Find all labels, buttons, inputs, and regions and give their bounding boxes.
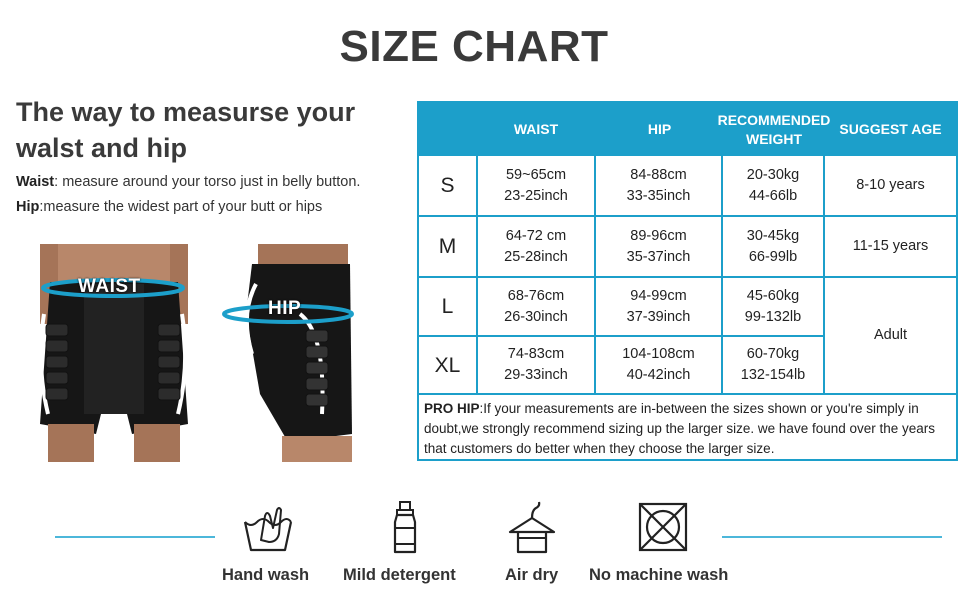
age-cell-adult: Adult xyxy=(873,327,908,343)
table-cell: 68-76cm 26-30inch xyxy=(504,287,568,325)
size-l: L xyxy=(441,295,454,318)
age-cell: 11-15 years xyxy=(852,238,929,254)
care-label-hand-wash: Hand wash xyxy=(222,566,310,584)
measure-heading: The way to measurse your walst and hip xyxy=(16,97,356,163)
table-cell: 64-72 cm 25-28inch xyxy=(504,227,568,265)
size-s: S xyxy=(440,174,455,197)
hip-tag: HIP xyxy=(268,298,302,319)
size-table xyxy=(417,101,958,461)
header-waist: WAIST xyxy=(513,121,559,137)
hip-text: :measure the widest part of your butt or hips xyxy=(39,199,323,215)
note-label: PRO HIP xyxy=(424,401,480,416)
table-cell: 59~65cm 23-25inch xyxy=(504,166,568,204)
waist-label: Waist xyxy=(16,174,55,190)
table-cell: 45-60kg 99-132lb xyxy=(744,287,802,325)
size-xl: XL xyxy=(434,353,461,377)
hand-wash-icon xyxy=(243,500,293,556)
table-cell: 30-45kg 66-99lb xyxy=(746,227,800,265)
divider-right xyxy=(722,536,942,538)
table-cell: 60-70kg 132-154lb xyxy=(740,346,806,383)
detergent-bottle-icon xyxy=(392,500,418,556)
table-cell: 20-30kg 44-66lb xyxy=(746,166,800,204)
no-machine-wash-icon xyxy=(638,500,688,552)
header-hip: HIP xyxy=(647,121,672,137)
care-label-no-machine-wash: No machine wash xyxy=(589,566,729,584)
hip-instruction xyxy=(16,199,322,215)
age-cell: 8-10 years xyxy=(856,177,925,193)
hip-label: Hip xyxy=(16,199,40,215)
table-cell: 74-83cm 29-33inch xyxy=(504,346,568,383)
table-cell: 84-88cm 33-35inch xyxy=(626,166,691,204)
divider-left xyxy=(55,536,215,538)
table-cell: 104-108cm 40-42inch xyxy=(622,346,695,383)
waist-tag: WAIST xyxy=(78,276,141,297)
care-label-air-dry: Air dry xyxy=(505,566,559,584)
hip-photo xyxy=(222,244,357,462)
care-label-mild-detergent: Mild detergent xyxy=(343,566,456,584)
waist-instruction xyxy=(16,174,360,190)
waist-text: : measure around your torso just in belly button. xyxy=(54,174,361,190)
table-cell: 94-99cm 37-39inch xyxy=(626,287,691,325)
note-text: :If your measurements are in-between the sizes shown or you're simply in doubt,we strongly recommend sizing up the larger size. we have found over the years that customers do better when they choose the larger size. xyxy=(424,401,936,456)
page-title: SIZE CHART xyxy=(339,22,609,71)
header-age: SUGGEST AGE xyxy=(839,121,942,137)
pro-hip-note xyxy=(424,399,954,459)
hanger-icon xyxy=(506,500,558,556)
header-weight: RECOMMENDED WEIGHT xyxy=(717,111,831,147)
table-cell: 89-96cm 35-37inch xyxy=(626,227,691,265)
size-m: M xyxy=(438,235,457,258)
